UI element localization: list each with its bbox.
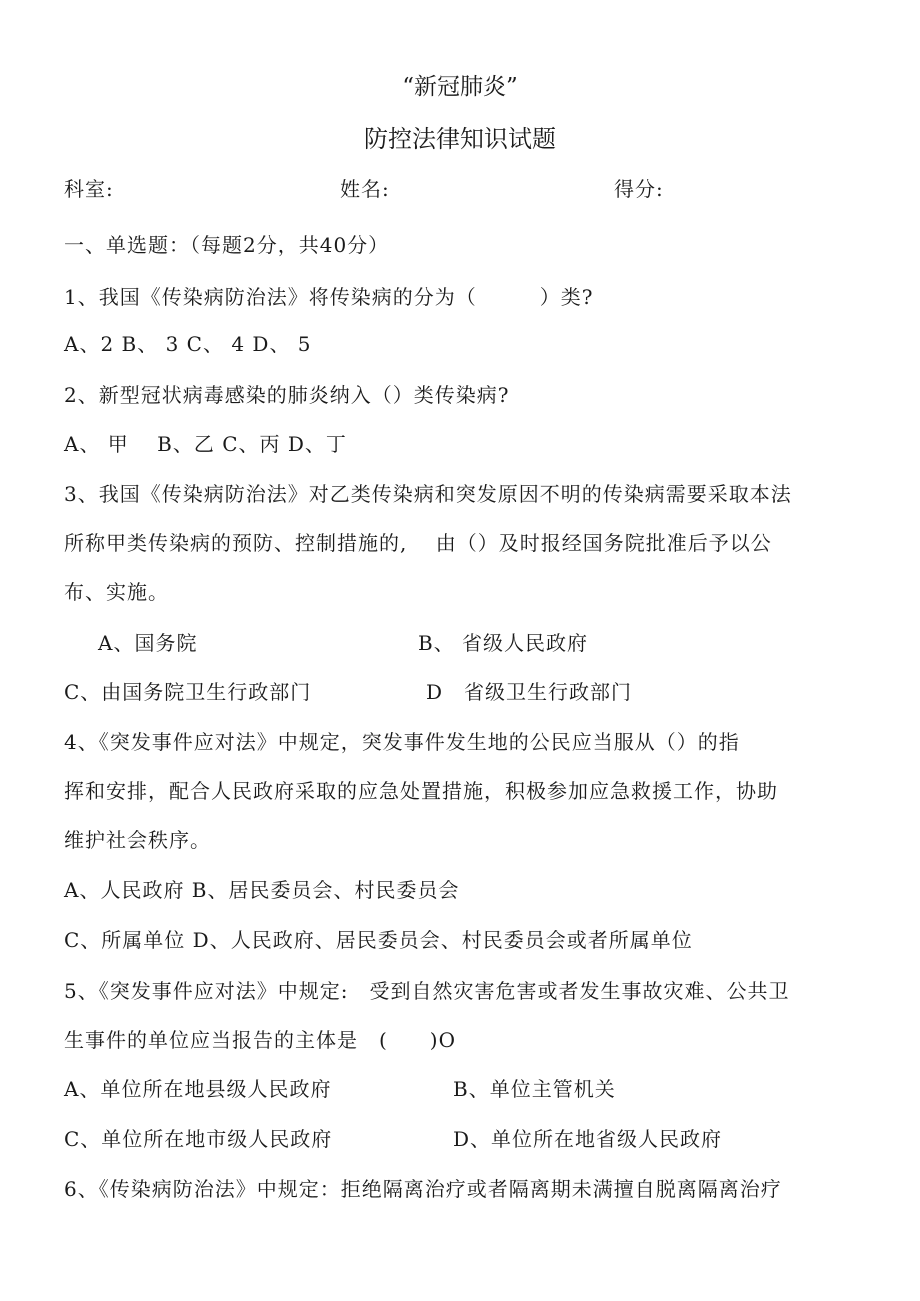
name-label: 姓名: (340, 177, 390, 201)
question-3-option-d: D 省级卫生行政部门 (426, 680, 633, 704)
title-line-1: “新冠肺炎” (402, 74, 518, 100)
question-3-line-2: 所称甲类传染病的预防、控制措施的, 由（）及时报经国务院批准后予以公 (64, 531, 772, 555)
question-5-option-a: A、单位所在地县级人民政府 (64, 1077, 332, 1101)
question-3-option-c: C、由国务院卫生行政部门 (64, 680, 312, 704)
question-5-option-b: B、单位主管机关 (453, 1077, 616, 1101)
question-3-line-3: 布、实施。 (64, 580, 169, 604)
question-4-options-cd: C、所属单位 D、人民政府、居民委员会、村民委员会或者所属单位 (64, 928, 693, 952)
question-1-options: A、2 B、 3 C、 4 D、 5 (64, 332, 312, 356)
question-4-line-3: 维护社会秩序。 (64, 828, 211, 852)
question-3-option-b: B、 省级人民政府 (418, 631, 589, 655)
question-5-line-1: 5、《突发事件应对法》中规定: 受到自然灾害危害或者发生事故灾难、公共卫 (64, 979, 790, 1003)
question-1-text: 1、我国《传染病防治法》将传染病的分为（ ）类? (64, 285, 594, 309)
question-4-options-ab: A、人民政府 B、居民委员会、村民委员会 (64, 878, 460, 902)
question-4-line-1: 4、《突发事件应对法》中规定，突发事件发生地的公民应当服从（）的指 (64, 730, 740, 754)
department-label: 科室: (64, 177, 114, 201)
section-heading: 一、单选题：（每题2分，共40分） (64, 233, 390, 257)
score-label: 得分: (614, 177, 664, 201)
question-5-option-c: C、单位所在地市级人民政府 (64, 1127, 333, 1151)
question-3-option-a: A、国务院 (98, 631, 198, 655)
question-5-option-d: D、单位所在地省级人民政府 (453, 1127, 723, 1151)
question-2-text: 2、新型冠状病毒感染的肺炎纳入（）类传染病? (64, 383, 510, 407)
question-2-options: A、 甲 B、乙 C、丙 D、丁 (64, 432, 347, 456)
question-5-line-2: 生事件的单位应当报告的主体是 ( )O (64, 1028, 457, 1052)
question-6-line-1: 6、《传染病防治法》中规定：拒绝隔离治疗或者隔离期未满擅自脱离隔离治疗 (64, 1177, 782, 1201)
title-line-2: 防控法律知识试题 (364, 125, 556, 153)
question-3-line-1: 3、我国《传染病防治法》对乙类传染病和突发原因不明的传染病需要采取本法 (64, 482, 792, 506)
question-4-line-2: 挥和安排，配合人民政府采取的应急处置措施，积极参加应急救援工作，协助 (64, 779, 778, 803)
